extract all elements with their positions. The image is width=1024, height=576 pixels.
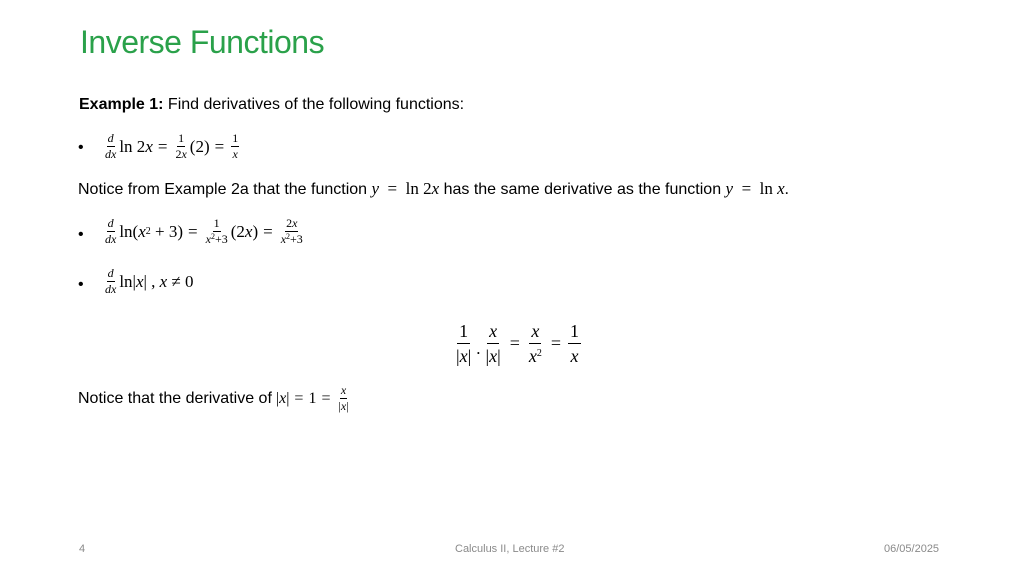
notice-abs-derivative: Notice that the derivative of | x | = 1 = $\frac{x}{|x|}$ <box>78 383 349 413</box>
bullet-2: • <box>78 226 84 243</box>
bullet-3: • <box>78 276 84 293</box>
d-dx-fraction: $\frac{d}{dx}$ <box>105 131 117 161</box>
notice1-mid: has the same derivative as the function <box>443 181 726 198</box>
slide-title: Inverse Functions <box>80 24 325 60</box>
example-heading <box>79 95 464 115</box>
equation-ln-x2-plus-3: $\frac{d}{dx}$ ln( x 2 + 3) = $\frac{1}{x^2+3}$ (2 x ) = $\frac{2x}{x^2+3}$ <box>105 216 303 246</box>
equation-ln-abs-x: $\frac{d}{dx}$ ln| x | , x ≠ 0 <box>105 266 194 296</box>
footer-course: Calculus II, Lecture #2 <box>455 543 565 555</box>
display-equation: $\frac{1}{|x|}$ . $\frac{x}{|x|}$ = $\frac{x}{x^2}$ = $\frac{1}{x}$ <box>456 321 579 366</box>
page-number: 4 <box>79 543 86 555</box>
notice1-prefix: Notice from Example 2a that the function <box>78 181 372 198</box>
notice-same-derivative: Notice from Example 2a that the function y = ln 2x has the same derivative as the function y = ln x. <box>78 179 789 198</box>
bullet-1: • <box>78 139 84 156</box>
equation-ln2x: $\frac{d}{dx}$ ln 2 x = $\frac{1}{2x}$ (2) = $\frac{1}{x}$ <box>105 131 239 161</box>
example-label: Example 1: <box>79 96 164 113</box>
example-text: Find derivatives of the following functions: <box>163 96 465 113</box>
footer-date: 06/05/2025 <box>884 543 940 555</box>
notice2-prefix: Notice that the derivative of <box>78 389 272 407</box>
